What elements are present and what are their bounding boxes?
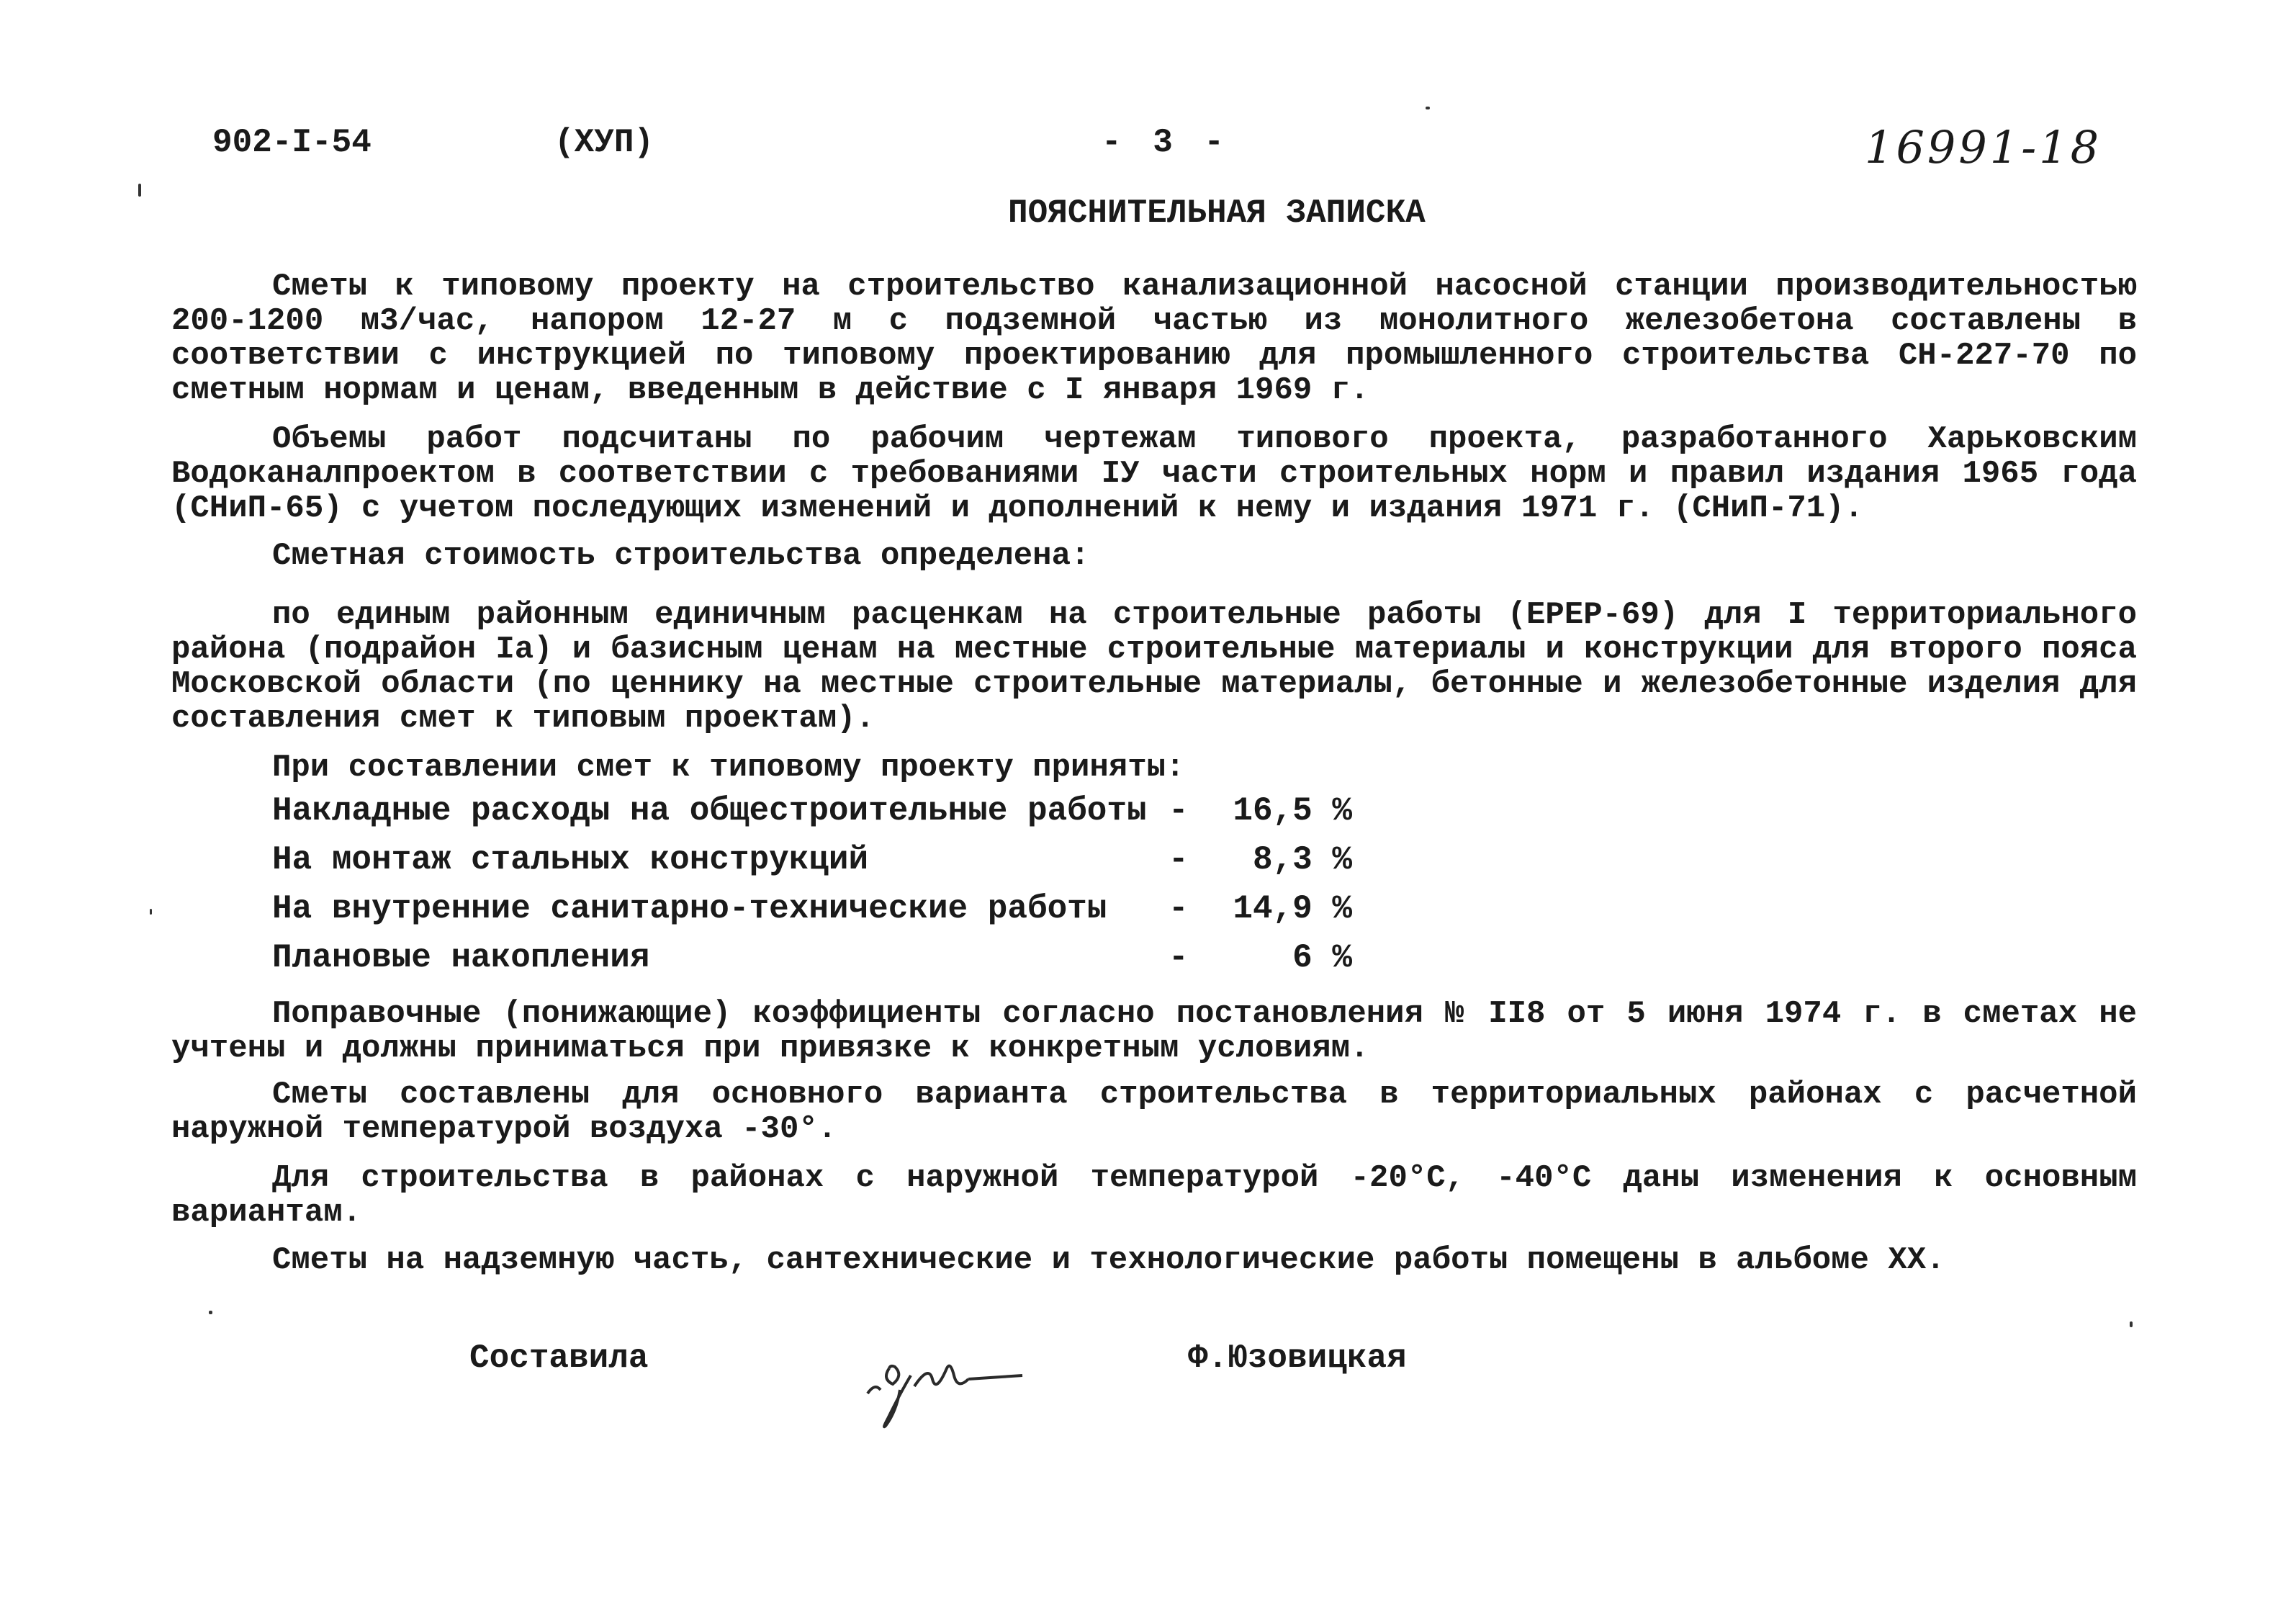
paragraph-text: по единым районным единичным расценкам на строительные работы (ЕРЕР-69) для I территориального района (подрайон Iа) и базисным ценам на местные строительные материалы и конструкции для второго пояса Московской области (по ценнику на местные строительные материалы, бетонные и железобетонные изделия для составления смет к типовым проектам). [171,597,2137,737]
paragraph [171,1161,2137,1230]
paragraph [171,997,2137,1066]
paragraph-text: Поправочные (понижающие) коэффициенты согласно постановления № II8 от 5 июня 1974 г. в сметах не учтены и должны приниматься при привязке к конкретным условиям. [171,996,2137,1067]
paragraph [171,269,2137,408]
page-number: - 3 - [1102,124,1230,161]
rate-value: 14,9 % [1233,890,1352,928]
document-code: 902-I-54 [212,124,372,161]
rate-dash: - [1169,890,1189,928]
rate-label: На монтаж стальных конструкций [272,841,869,879]
paragraph [171,598,2137,736]
rate-value: 6 % [1292,939,1352,977]
scan-speck [2130,1321,2133,1327]
paragraph [171,1077,2137,1146]
rate-row [272,841,1352,890]
rate-row [272,792,1352,841]
rates-list [272,792,1352,988]
document-title: ПОЯСНИТЕЛЬНАЯ ЗАПИСКА [1008,194,1426,232]
paragraph-text: Сметная стоимость строительства определена: [272,538,1090,574]
rate-value: 16,5 % [1233,792,1352,830]
rate-dash: - [1169,939,1189,977]
paragraph [171,1243,2137,1278]
paragraph [171,539,2137,573]
rate-row [272,939,1352,988]
paragraph [171,750,2137,785]
rate-row [272,890,1352,939]
handwritten-signature [860,1325,1026,1433]
signature-label: Составила [469,1339,649,1377]
paragraph-text: Для строительства в районах с наружной температурой -20°С, -40°С даны изменения к основным вариантам. [171,1160,2137,1231]
paragraph-text: Объемы работ подсчитаны по рабочим чертежам типового проекта, разработанного Харьковским Водоканалпроектом в соответствии с требованиями IУ части строительных норм и правил издания 1965 года (СНиП-65) с учетом последующих изменений и дополнений к нему и издания 1971 г. (СНиП-71). [171,421,2137,526]
section-code: (ХУП) [554,124,654,161]
paragraph-text: Сметы к типовому проекту на строительство канализационной насосной станции производительностью 200-1200 м3/час, напором 12-27 м с подземной частью из монолитного железобетона составлены в соответствии с инструкцией по типовому проектированию для промышленного строительства СН-227-70 по сметным нормам и ценам, введенным в действие с I января 1969 г. [171,269,2137,408]
paragraph-text: Сметы на надземную часть, сантехнические и технологические работы помещены в альбоме XX. [272,1242,1945,1278]
scan-speck [1426,107,1430,109]
scan-speck [150,909,152,915]
rate-label: Плановые накопления [272,939,650,977]
rate-dash: - [1169,841,1189,879]
paragraph [171,422,2137,526]
paragraph-text: Сметы составлены для основного варианта строительства в территориальных районах с расчетной наружной температурой воздуха -30°. [171,1077,2137,1147]
rate-dash: - [1169,792,1189,830]
scan-speck [138,184,141,197]
scan-speck [209,1311,212,1314]
rate-value: 8,3 % [1252,841,1352,879]
archive-number: 16991-18 [1865,121,2102,174]
signer-name: Ф.Юзовицкая [1188,1339,1407,1377]
paragraph-text: При составлении смет к типовому проекту приняты: [272,750,1185,786]
rate-label: Накладные расходы на общестроительные работы [272,792,1147,830]
rate-label: На внутренние санитарно-технические работы [272,890,1107,928]
